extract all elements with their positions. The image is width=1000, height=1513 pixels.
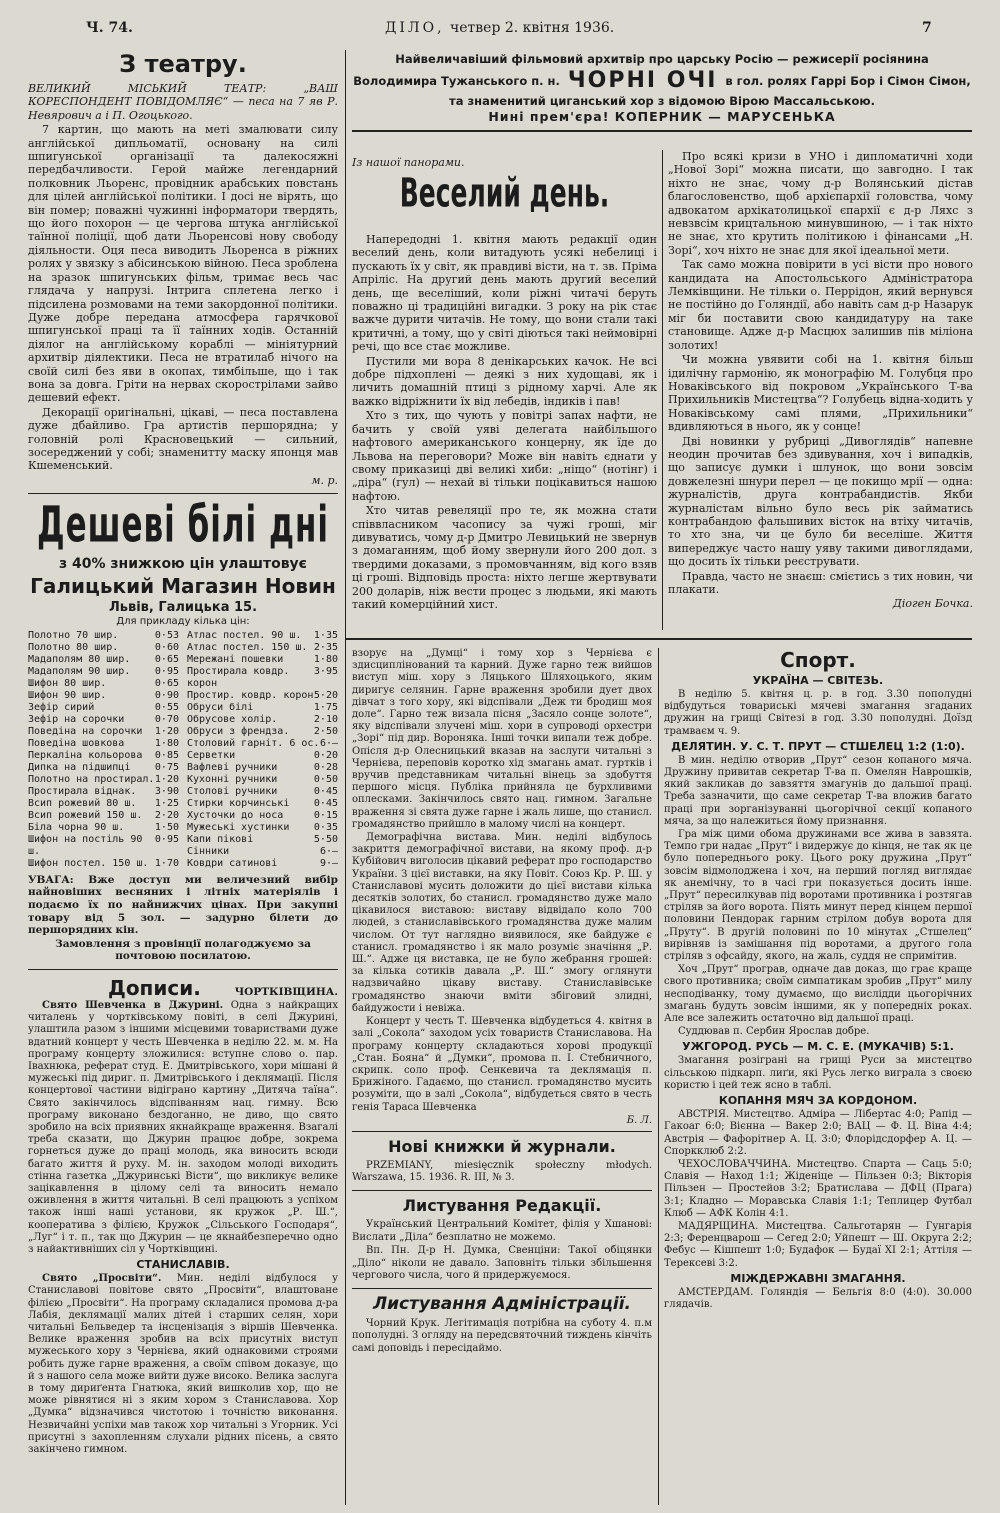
price-item-value: 3·95 bbox=[313, 665, 338, 677]
price-item-name: Простирала ковдр. корон bbox=[187, 665, 290, 689]
price-item-name: Сінники bbox=[187, 845, 230, 857]
price-item-value: 0·55 bbox=[154, 701, 179, 713]
price-row bbox=[28, 690, 179, 702]
price-item-name: Зефір на сорочки bbox=[28, 713, 125, 725]
price-row bbox=[28, 858, 179, 870]
ad-store-name: Галицький Магазин Новин bbox=[30, 573, 336, 598]
price-row bbox=[187, 630, 338, 642]
price-item-name: Кухонні ручники bbox=[187, 773, 278, 785]
abroad-results: ЧЕХОСЛОВАЧЧИНА. Мистецтво. Спарта — Саць 5:0; Славія — Наход 1:1; Жіденіце — Пільзен 0:3; Вікторія Пільзен — Простейов 3:2; Братислава — ДФЦ (Прага) 3:1; Кладно — Моравська Славія 1:1; Теплицер Футбал Клюб — АФК Колін 4:1. bbox=[664, 1158, 972, 1219]
panorama-heading: Веселий день. bbox=[399, 169, 610, 217]
sport-heading: Спорт. bbox=[780, 648, 856, 672]
price-row bbox=[187, 750, 338, 762]
price-row bbox=[28, 750, 179, 762]
price-row bbox=[187, 738, 338, 750]
price-row bbox=[187, 642, 338, 654]
film-top: Найвеличавіший фільмовий архитвір про царську Росію — режисерії росіянина bbox=[395, 52, 929, 66]
price-item-name: Обруси з френдза. bbox=[187, 725, 290, 737]
price-item-value: 1·80 bbox=[313, 653, 338, 665]
price-item-name: Простир. ковдр. корон bbox=[187, 689, 314, 701]
abroad-title: КОПАННЯ МЯЧ ЗА КОРДОНОМ. bbox=[718, 1094, 918, 1108]
panorama-signature: Діоген Бочка. bbox=[892, 597, 973, 611]
ad-subline: з 40% знижкою цін улаштовує bbox=[59, 555, 307, 572]
price-row bbox=[187, 786, 338, 798]
editorial-item: Український Центральний Комітет, філія у Хшанові: Вислати „Діла“ безплатно не можемо. bbox=[352, 1218, 652, 1243]
match-text: Хоч „Прут“ програв, одначе дав доказ, що грає краще свого противника; своїм симпатикам зробив „Прут“ милу несподіванку, тому думаємо, що вислідди цьогорічних змагань будуть зовсім іншими, як у попередніх роках. Але все залежить остаточно від дальшої праці. bbox=[664, 964, 972, 1025]
middle-column bbox=[352, 648, 652, 1508]
column-rule bbox=[662, 150, 663, 630]
price-item-name: Зефір сирий bbox=[28, 701, 95, 713]
film-choir: та знаменитий циганський хор з відомою Вірою Массальською. bbox=[449, 94, 875, 108]
price-item-name: Вафлеві ручники bbox=[187, 761, 278, 773]
price-item-name: Простирала віднак. bbox=[28, 785, 137, 797]
price-item-value: 5·20 bbox=[313, 689, 338, 701]
intl-title: МІЖДЕРЖАВНІ ЗМАГАННЯ. bbox=[730, 1271, 906, 1285]
ad-notice: УВАГА: Вже доступ ми величезний вибір найновіших весняних і літніх матеріялів і подаємо їх по найнижчих цінах. При закупні товару від 5 зол. — задурно білети до першорядних кін. bbox=[28, 873, 338, 937]
price-item-name: Атлас постел. 90 ш. bbox=[187, 629, 302, 641]
issue-number: Ч. 74. bbox=[86, 20, 133, 36]
price-item-value: 0·85 bbox=[154, 749, 179, 761]
panorama-paragraph: Правда, часто не знаєш: смієтись з тих новин, чи плакати. bbox=[668, 569, 973, 596]
theatre-signature: м. р. bbox=[311, 473, 338, 487]
price-item-name: Шифон 90 шир. bbox=[28, 689, 107, 701]
price-item-name: Поведіна на сорочки bbox=[28, 725, 143, 737]
price-row bbox=[187, 762, 338, 774]
sale-advertisement bbox=[28, 496, 338, 963]
panorama-paragraph: Напередодні 1. квітня мають редакції один веселий день, коли витадують усякі небелиці і пускають їх у світ, як правдиві вісти, на т. зв. Пріма Апріліс. На другий день мають другий веселий день, ще веселіший, коли ріжні читачі беруть поважно ці традиційні вигадки. З року на рік стає важче дурити читачів. Не тому, що вони стали такі критичні, а тому, що у світі діються такі неймовірні речі, що все стає можливе. bbox=[352, 233, 657, 354]
price-item-value: 1·70 bbox=[154, 857, 179, 869]
price-item-value: 0·90 bbox=[154, 689, 179, 701]
price-row bbox=[187, 858, 338, 870]
price-item-name: Обруси білі bbox=[187, 701, 254, 713]
price-item-name: Біла чорна 90 ш. bbox=[28, 821, 125, 833]
divider bbox=[352, 1190, 652, 1191]
panorama-right bbox=[668, 150, 973, 630]
theatre-lead: ВЕЛИКИЙ МІСЬКИЙ ТЕАТР: „ВАШ КОРЕСПОНДЕНТ ПОВІДОМЛЯЄ“ — песа на 7 яв Р. Невярович а і П. Огоцького. bbox=[28, 82, 338, 122]
price-item-name: Мадаполям 80 шир. bbox=[28, 653, 131, 665]
editorial-heading: Листування Редакції. bbox=[402, 1195, 602, 1215]
price-row bbox=[187, 846, 338, 858]
theatre-heading: З театру. bbox=[119, 50, 247, 78]
price-row bbox=[28, 714, 179, 726]
panorama-paragraph: Про всякі кризи в УНО і дипломатичні ходи „Нової Зорі“ можна писати, що завгодно. І так ніхто не знає, чому д-р Волянський дістав благословенство, щоб архієпархії головства, чому адвокатом архікатолицької єпархії є д-р Ляхс з невзвсім крицтальною минувшиною, — і так ніхто не знає, хто крутить політикою і фінансами „Н. Зорі“, хоч ніхто не знає для якої ідеальної мети. bbox=[668, 150, 973, 257]
report-title: Свято „Просвіти“. bbox=[42, 1273, 162, 1285]
report-place: СТАНИСЛАВІВ. bbox=[136, 1258, 230, 1272]
price-item-name: Стирки корчинські bbox=[187, 797, 290, 809]
report-body: Мин. неділі відбулося у Станиславові повітове свято „Просвіти“, влаштоване філією „Просвіти“. На програму складалися промова д-ра Лабія, деклямації малих дітей і старших селян, хори читальні Бельведер та інсценізація з віршів Шевченка. Велике враження зробив на всіх присутніх виступ мужеського хору з Чернієва, який однаковими строями робить дуже гарне враження, а своїм співом доказує, що й з нашого села може вийти дуже високо. Велика заслуга в тому дириґента Гнатюка, який вишколив хор, що не може рівнятися ні з яким хором з Станиславова. Хор „Думка“ відзначився чистотою і точністю виконання. Незвичайні успіхи мав також хор читальні з Угорник. Усі присутні з захопленням слухали рідних пісень, а свято закінчено гимном. bbox=[28, 1273, 338, 1456]
price-row bbox=[28, 678, 179, 690]
price-row bbox=[28, 738, 179, 750]
editorial-item: Вп. Пн. Д-р Н. Думка, Свенціни: Такої обіцянки „Діло“ ніколи не давало. Заповніть тільки збільшення чергового числа, чого й придержуємося. bbox=[352, 1245, 652, 1282]
price-item-name: Ковдри сатинові bbox=[187, 857, 278, 869]
price-item-name: Перкаліна кольорова bbox=[28, 749, 143, 761]
price-item-value: 0·65 bbox=[154, 653, 179, 665]
price-item-name: Шифон на постіль 90 ш. bbox=[28, 833, 143, 857]
divider bbox=[352, 1131, 652, 1132]
sport-column bbox=[664, 648, 972, 1508]
price-row bbox=[187, 690, 338, 702]
concert-signature: Б. Л. bbox=[626, 1114, 652, 1126]
price-item-name: Дипка на підшипці bbox=[28, 761, 131, 773]
panorama-paragraph: Дві новинки у рубриці „Дивоглядів“ напевне неодин прочитав без здивування, хоч і випадків, що записує думки і шлунок, що вони зовсім довжелезні шнури перел — це покищо мрії — одна: журналістів, друга контрабандистів. Якби журналістам вільно було весь рік займатись контрабандою фальшивих вісток на втіху читачів, то хто зна, чи це було би веселіше. Життя випереджує часто нашу уяву такими дивоглядами, що досить їх тільки реєструвати. bbox=[668, 434, 973, 569]
price-item-value: 1·75 bbox=[313, 701, 338, 713]
price-item-name: Мережані пошевки bbox=[187, 653, 284, 665]
books-item: PRZEMIANY, miesięcznik społeczny młodych. Warszawa, 15. 1936. R. III, № 3. bbox=[352, 1159, 652, 1184]
price-item-value: 1·20 bbox=[154, 773, 179, 785]
abroad-results: МАДЯРЩИНА. Мистецтва. Сальготарян — Гунгарія 2:3; Ференцварош — Сегед 2:0; Уйпешт — Ш. Округа 2:2; Фебус — Кішпешт 1:0; Будафок — Будаї XI 2:1; Аттіля — Терексеві 3:2. bbox=[664, 1220, 972, 1269]
price-row bbox=[28, 726, 179, 738]
books-heading: Нові книжки й журнали. bbox=[388, 1136, 616, 1156]
price-row bbox=[28, 822, 179, 834]
report-text bbox=[28, 1273, 338, 1456]
price-item-name: Шифон 80 шир. bbox=[28, 677, 107, 689]
price-row bbox=[187, 810, 338, 822]
price-item-value: 0·95 bbox=[154, 833, 179, 845]
price-item-value: 5·50 bbox=[313, 833, 338, 845]
price-item-name: Всип рожевий 80 ш. bbox=[28, 797, 137, 809]
admin-heading: Листування Адміністрації. bbox=[372, 1293, 632, 1314]
price-item-value: 0·50 bbox=[313, 773, 338, 785]
price-item-value: 9·— bbox=[319, 857, 338, 869]
price-item-value: 0·75 bbox=[154, 761, 179, 773]
divider bbox=[28, 493, 338, 494]
column-rule bbox=[345, 50, 346, 1505]
price-item-name: Капи пікові bbox=[187, 833, 254, 845]
price-item-value: 0·65 bbox=[154, 677, 179, 689]
reports-heading: Дописи. bbox=[108, 975, 201, 1000]
price-item-value: 0·15 bbox=[313, 809, 338, 821]
reports-section bbox=[28, 976, 338, 1456]
price-row bbox=[28, 702, 179, 714]
price-row bbox=[187, 714, 338, 726]
price-row bbox=[28, 810, 179, 822]
price-row bbox=[28, 654, 179, 666]
price-item-name: Мадаполям 90 шир. bbox=[28, 665, 131, 677]
price-list-left bbox=[28, 630, 179, 870]
price-row bbox=[187, 654, 338, 666]
price-item-name: Столові ручники bbox=[187, 785, 278, 797]
price-item-value: 0·45 bbox=[313, 797, 338, 809]
price-row bbox=[187, 822, 338, 834]
price-row bbox=[187, 702, 338, 714]
film-advertisement bbox=[352, 50, 972, 132]
price-item-name: Полотно на простирал. bbox=[28, 773, 155, 785]
price-item-name: Мужеські хустинки bbox=[187, 821, 290, 833]
price-row bbox=[28, 834, 179, 858]
report-text bbox=[28, 1000, 338, 1256]
price-row bbox=[28, 774, 179, 786]
divider bbox=[28, 969, 338, 970]
price-item-value: 2·35 bbox=[313, 641, 338, 653]
price-list-right bbox=[187, 630, 338, 870]
price-row bbox=[28, 798, 179, 810]
price-item-value: 1·80 bbox=[154, 737, 179, 749]
price-row bbox=[28, 666, 179, 678]
price-row bbox=[28, 630, 179, 642]
intl-results: АМСТЕРДАМ. Голяндія — Бельгія 8:0 (4:0). 30.000 глядачів. bbox=[664, 1286, 972, 1310]
price-item-value: 0·20 bbox=[313, 749, 338, 761]
price-row bbox=[28, 786, 179, 798]
price-item-value: 0·35 bbox=[313, 821, 338, 833]
match-text: В неділю 5. квітня ц. р. в год. 3.30 пополудні відбудуться товариські мячеві змагання згаданих дружин на грищі Світезі в год. 3.30 пополудні. Доїзд трамваєм ч. 9. bbox=[664, 689, 972, 737]
price-item-value: 3·90 bbox=[154, 785, 179, 797]
theatre-paragraph: 7 картин, що мають на меті змалювати силу англійської дипльоматії, основану на силі шпигунської організації та далекосяжні передбачливости. Герой майже легендарний полковник Льоренс, провідник арабських повстань для цілей англійської політики. І досі не вірять, що він помер; поважні чужинні інформатори твердять, що його похорон — це чергова штука англійської таїнної поліції, щоб дати Льоренсові нову свободу діяльности. Оця песа виводить Льоренса в ріжних ролях у звязку з абісинською війною. Песа зроблена на зразок шпигунських фільм, тримає весь час глядача у напрузі. Інтрига сплетена легко і підсилена розмовами на теми закордонної політики. Дуже добре передана атмосфера гарячкової шпигунської праці та її таїнних ходів. Останній діялог на англійському кораблі — мініятурний архитвір діялектики. Песа не втратилаб нічого на своїй силі без яви в окопах, тимбільше, що і так вона за довга. Гріти на нервах скорострілами зайво дешевий ефект. bbox=[28, 123, 338, 405]
price-item-name: Полотно 80 шир. bbox=[28, 641, 119, 653]
match-title: УЖГОРОД. РУСЬ — М. С. Е. (МУКАЧІВ) 5:1. bbox=[682, 1040, 954, 1054]
price-item-value: 0·53 bbox=[154, 629, 179, 641]
ad-address: Львів, Галицька 15. bbox=[108, 599, 258, 615]
issue-date: четвер 2. квітня 1936. bbox=[450, 20, 615, 36]
price-row bbox=[187, 834, 338, 846]
price-item-value: 1·50 bbox=[154, 821, 179, 833]
panorama-paragraph: Чи можна увявити собі на 1. квітня більш ідилічну гармонію, як монографію М. Голубця про Новаківського від покровом „Українського Т-ва Прихильників Мистецтва“? Голубець відна-ходить у Новаківському самі плями, „Прихильники“ вдивляються в нього, як у сонце! bbox=[668, 353, 973, 434]
panorama-paragraph: Хто читав ревеляції про те, як можна стати співвласником часопису за чужі гроші, міг дивуватись, чому д-р Дмитро Левицький не звернув з домаганням, щоб йому звернули його 200 дол. з твердими доказами, з промовчанням, від кого взяв ці гроші. Відповідь проста: ніхто легше жертвувати 200 доларів, ніж вести процес з людьми, які мають такий комерційний хист. bbox=[352, 504, 657, 611]
price-item-name: Поведіна шовкова bbox=[28, 737, 125, 749]
price-item-name: Шифон постел. 150 ш. bbox=[28, 857, 149, 869]
film-cast: в гол. ролях Гаррі Бор і Сімон Сімон, bbox=[725, 73, 971, 88]
concert-paragraph: Демографічна вистава. Мин. неділі відбулось закриття демографічної вистави, на якому проф. д-р Кубійович виголосив цікавий реферат про господарство України. З цієї виставки, на яку Повіт. Союз Кр. Р. Ш. у Станиславові мусить доложити до цієї вистави кілька десятків золотих, бо станисл. громадянство дуже мало цікавилося виставою: виставу відвідало коло 700 людей, з станиславівського громадянства дуже малим числом. От тут наглядно виявилося, яке байдуже є станисл. громадянство і як мало розуміє значіння „Р. Ш.“. Адже ця виставка, це не було жебрання грошей: за кілька сотиків давала „Р. Ш.“ змогу оглянути надзвичайно цікаву виставу. Станиславівське громадянство знаючи вміти збіговий злидні, байдужости і невіжа. bbox=[352, 832, 652, 1014]
match-text: Суддював п. Сербин Ярослав добре. bbox=[678, 1026, 870, 1038]
panorama-paragraph: Так само можна повірити в усі вісти про нового кандидата на Апостольського Адміністратора Лемківщини. Не тільки о. Перрідон, який вернувся не постійно до Голяндії, або навіть сам д-р Назарук міг би поставити свою кандидатуру на таке становище. Адже д-р Масцюх залишив пів міліона золотих! bbox=[668, 258, 973, 352]
price-row bbox=[28, 762, 179, 774]
ad-orders: Замовлення з провінції полагоджуємо за почтовою посилатою. bbox=[55, 937, 311, 963]
price-item-value: 1·35 bbox=[313, 629, 338, 641]
match-text: Змагання розіграні на грищі Руси за мистецтво сільською підкарп. лиґи, які Русь легко виграла з своєю користю і цей теж ясно в таблі. bbox=[664, 1055, 972, 1091]
match-title: УКРАЇНА — СВІТЕЗЬ. bbox=[752, 674, 884, 687]
price-item-name: Атлас постел. 150 ш. bbox=[187, 641, 308, 653]
panorama-paragraph: Хто з тих, що чують у повітрі запах нафти, не бачить у своїй уяві делегата найбільшого нафтового американського концерну, як їде до Львова на переговори? Може він навіть єднати у свому приказиці дві великі хиби: „ніщо“ (нотінг) і „діра“ (гул) — нехай ві тільки поцікавиться нашою нафтою. bbox=[352, 409, 657, 503]
price-item-value: 0·45 bbox=[313, 785, 338, 797]
report-title: Свято Шевченка в Джурині. bbox=[42, 999, 224, 1011]
admin-item: Чорний Крук. Легітимація потрібна на суботу 4. п.м пополудні. З огляду на передсвяточний тиждень кінчіть самі доповідь і пересідаймо. bbox=[352, 1317, 652, 1355]
panorama-left bbox=[352, 150, 657, 630]
price-row bbox=[187, 774, 338, 786]
film-title: ЧОРНІ ОЧІ bbox=[567, 68, 718, 93]
price-item-name: Серветки bbox=[187, 749, 236, 761]
report-body: Одна з найкращих читалень у чортківському повіті, в селі Джурині, улаштила разом з іншими місцевими товариствами дуже вдатний концерт у честь Шевченка в неділю 22. м. м. На програму концерту зложилися: вступне слово о. пар. Івахнюка, реферат студ. Е. Дмитрівського, хори мішані й мужеські під дириг. п. Дмитрівського і деклямації. Після концертової частини відіграно картину „Дитяча таїна“. Свято закінчилось відспіванням нац. гимну. Всю програму виконано бездоганно, не диво, що свято зробило на всіх приявних якнайкраще враження. Взагалі треба сказати, що Джурин працює добре, зокрема горнеться дуже до праці молодь, яка виносить всюди багато життя й руху. М. ін. заходом молоді виходить стінна газетка „Джуринські Вісти“, що викликує велике зацікавлення в цілому селі та виносить немало оживлення в життя читальні. В селі працюють з успіхом також інші наші установи, як кружок „Р. Ш.“, кооператива з філією, Кружок „Сільського Господаря“, „Луг“ і т. п., так що Джурин — це якнайбезперечно одно з найактивніших сіл у Чортківщині. bbox=[28, 999, 338, 1255]
report-place: ЧОРТКІВЩИНА. bbox=[234, 985, 338, 998]
price-row bbox=[187, 726, 338, 738]
ad-headline: Дешеві білі дні bbox=[36, 496, 330, 555]
theatre-section bbox=[28, 50, 338, 487]
price-row bbox=[187, 666, 338, 690]
match-text: Гра між цими обома дружинами все жива в завзята. Темпо гри надає „Прут“ і видержує до кінця, не так як це було попереднього року. Цього року дружина „Прут“ зовсім відмолоджена і хоч, на перший погляд виглядає як анемічну, то в часі гри показується досить інше. „Прут“ пересилкував під воротами противника і розтягав стріляв за його ворота. Піять минут перед кінцем першої половини Пендорак гарним стрілом добув ворота для „Пруту“. В другій половині по 10 мінутах „Стшелец“ вирівняв із замішання під воротами, а другого гола стріляв з офсайду, якого, на жаль, суддя не спримітив. bbox=[664, 829, 972, 963]
price-item-name: Всип рожевий 150 ш. bbox=[28, 809, 143, 821]
price-item-value: 0·60 bbox=[154, 641, 179, 653]
price-item-value: 1·25 bbox=[154, 797, 179, 809]
price-item-value: 6·— bbox=[319, 845, 338, 857]
theatre-paragraph: Декорації оригінальні, цікаві, — песа поставлена дуже дбайливо. Гра артистів першорядна; у головній ролі Красновецький — сильний, зосереджений у собі; знаменитту маску японця мав Кшеменський. bbox=[28, 405, 338, 473]
price-item-value: 6·— bbox=[319, 737, 338, 749]
abroad-results: АВСТРІЯ. Мистецтво. Адміра — Лібертас 4:0; Рапід — Гакоаг 6:0; Вієнна — Вакер 2:0; ВАЦ — Ф. Ц. Віна 4:4; Австрія — Фафорітнер А. Ц. 3:0; Флорідсдорфер А. Ц. — Споркклюб 2:2. bbox=[664, 1109, 972, 1157]
film-premiere: Нині прем'єра! КОПЕРНИК — МАРУСЕНЬКА bbox=[488, 109, 836, 124]
price-item-name: Столовий гарніт. 6 ос. bbox=[187, 737, 320, 749]
price-item-value: 1·20 bbox=[154, 725, 179, 737]
match-title: ДЕЛЯТИН. У. С. Т. ПРУТ — СТШЕЛЕЦ 1:2 (1:0). bbox=[671, 739, 965, 753]
masthead bbox=[0, 0, 1000, 44]
match-text: В мин. неділю отворив „Прут“ сезон копаного мяча. Дружину привитав секретар Т-ва п. Омелян Наврошків, який закликав до завзяття змагунів до дальшої праці. Треба зазначити, що саме секретар Т-ва вложив багато праці при зорганізуванні цьогорічної секції копаного мяча, за що належиться йому признання. bbox=[664, 754, 972, 827]
price-item-name: Полотно 70 шир. bbox=[28, 629, 119, 641]
price-item-value: 2·50 bbox=[313, 725, 338, 737]
price-row bbox=[187, 798, 338, 810]
concert-paragraph: взорує на „Думці“ і тому хор з Чернієва є здисциплінований та карний. Дуже гарно теж вийшов виступ міш. хору з Ляцького Шляхоцького, яким диригує селянин. Гарне враження зробили дует двох дівчат з того хору, які відспівали „Деж ти бродиш моя доле“. Гарно теж визала пісня „Засяло сонце золоте“, яку відспівали злучені міш. хори в супроводі орхестри „Зорі“ під дир. Вороняка. Інші точки випали теж добре. Опісля д-р Олесницький вказав на заслуги читальні з Чернієва, переповів коротко хід змагань амат. гуртків і вручив представникам читальні вінець за здобуття першого місця. Публіка прийняла це бурхливими оплесками. Закінчилось свято нац. гимном. Загальне враження зі свята дуже гарне і жаль лише, що станисл. громадянство прийшло в малому числі на концерт. bbox=[352, 648, 652, 830]
price-row bbox=[28, 642, 179, 654]
page-number: 7 bbox=[922, 20, 932, 36]
left-column bbox=[28, 50, 338, 1505]
price-item-value: 2·20 bbox=[154, 809, 179, 821]
price-item-value: 0·28 bbox=[313, 761, 338, 773]
film-director: Володимира Тужанського п. н. bbox=[353, 73, 560, 88]
price-item-name: Обрусове холір. bbox=[187, 713, 278, 725]
panorama-paragraph: Пустили ми вора 8 денікарських качок. Не всі добре підхоплені — деякі з них худощаві, як і личить домашній птиці з рідному харчі. Але як важко відріжнити їх від лебедів, індиків і пав! bbox=[352, 354, 657, 408]
section-rule bbox=[346, 638, 972, 640]
divider bbox=[352, 1288, 652, 1289]
column-rule bbox=[658, 648, 659, 1505]
price-item-value: 2·10 bbox=[313, 713, 338, 725]
ad-example-label: Для прикладу кілька цін: bbox=[116, 615, 250, 627]
price-item-name: Хусточки до носа bbox=[187, 809, 284, 821]
concert-paragraph: Концерт у честь Т. Шевченка відбудеться 4. квітня в залі „Сокола“ заходом усіх товариств Станиславова. На програму концерту складаються хорові продукції „Стан. Бояна“ й „Думки“, промова п. І. Стебничного, скрипк. соло проф. Сенкевича та деклямація п. Брижіного. Гадаємо, що станисл. громадянство мусить розуміти, що в залі „Сокола“, відбудеться свято в честь генія Тараса Шевченка bbox=[352, 1016, 652, 1113]
panorama-kicker: Із нашої панорами. bbox=[352, 156, 465, 169]
paper-name: ДІЛО, bbox=[385, 20, 445, 36]
price-item-value: 0·70 bbox=[154, 713, 179, 725]
price-item-value: 0·95 bbox=[154, 665, 179, 677]
